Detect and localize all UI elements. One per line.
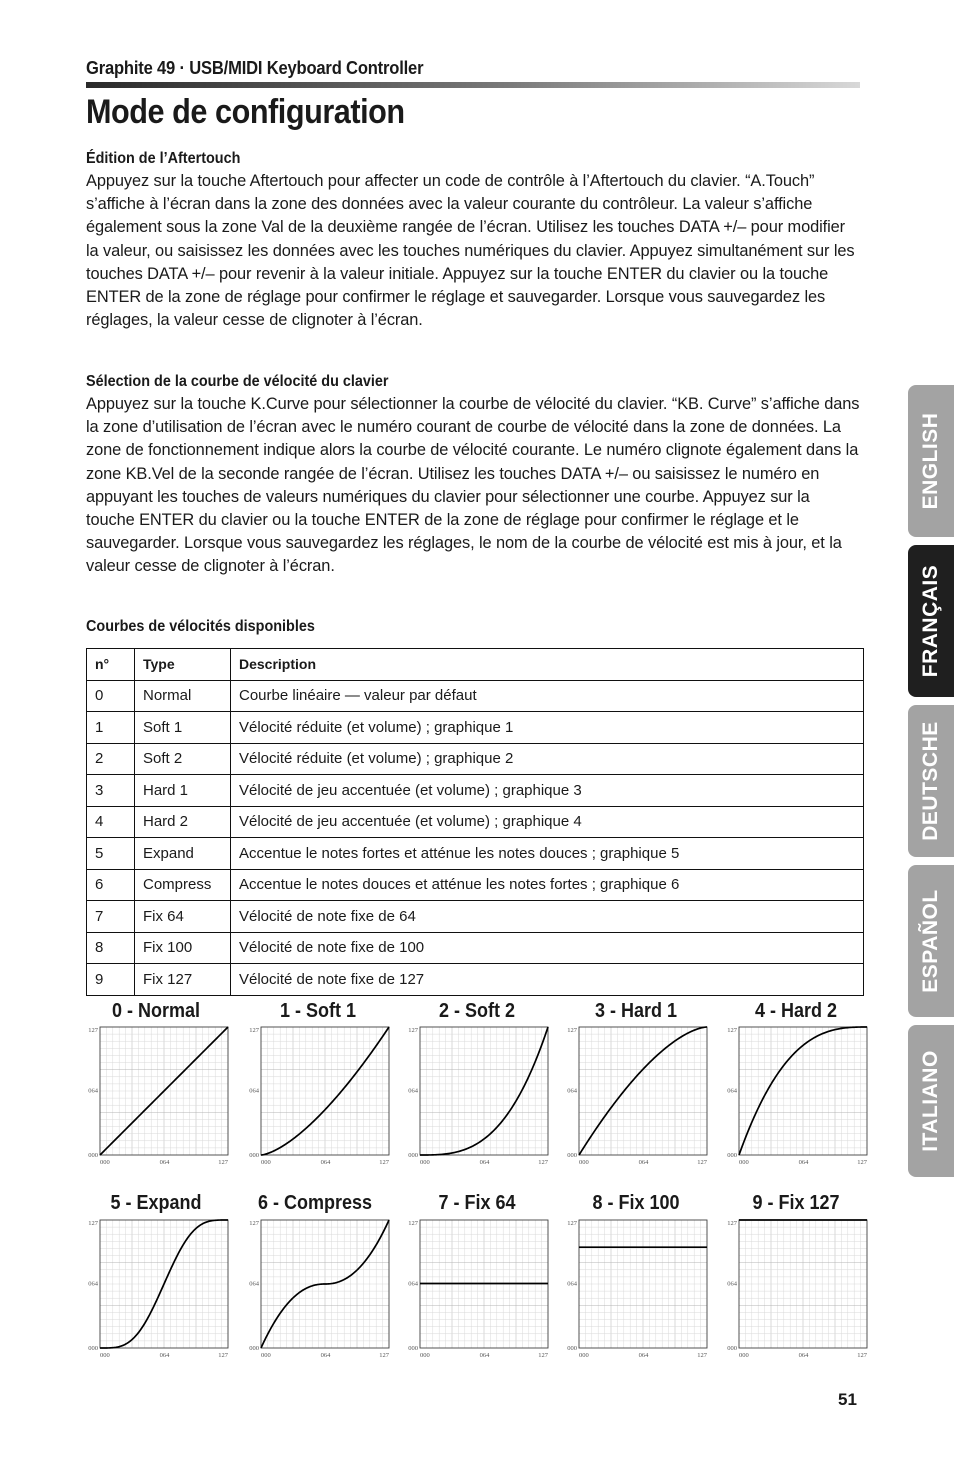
y-tick-label: 000 bbox=[567, 1152, 577, 1159]
y-tick-label: 064 bbox=[249, 1087, 259, 1095]
graph-title: 9 - Fix 127 bbox=[752, 1192, 840, 1214]
y-tick-label: 000 bbox=[408, 1345, 418, 1352]
cell-type: Compress bbox=[135, 869, 231, 901]
velocity-graph-normal bbox=[82, 1022, 242, 1167]
language-tab-label: ITALIANO bbox=[919, 1050, 942, 1152]
x-tick-label: 000 bbox=[420, 1159, 430, 1166]
y-tick-label: 127 bbox=[727, 1027, 737, 1034]
x-tick-label: 064 bbox=[798, 1352, 809, 1359]
language-tab-deutsche[interactable] bbox=[908, 705, 954, 857]
cell-type: Hard 1 bbox=[135, 775, 231, 807]
y-tick-label: 064 bbox=[408, 1087, 418, 1095]
y-tick-label: 000 bbox=[88, 1152, 98, 1159]
y-tick-label: 000 bbox=[249, 1152, 259, 1159]
table-row bbox=[87, 932, 864, 964]
y-tick-label: 000 bbox=[88, 1345, 98, 1352]
y-tick-label: 064 bbox=[88, 1280, 98, 1288]
cell-type: Fix 127 bbox=[135, 964, 231, 996]
y-tick-label: 127 bbox=[249, 1027, 259, 1034]
section-body-velocity-curve: Appuyez sur la touche K.Curve pour sélectionner la courbe de vélocité du clavier. “KB. Curve” s’affiche dans la zone d’utilisation de l’écran avec le numéro courant de courbe de vélocité dans la zone de données. La zone de fonctionnement indique alors la courbe de vélocité courante. Le numéro clignote également dans la zone KB.Vel de la seconde rangée de l’écran. Utilisez les touches DATA +/– ou saisissez le numéro en appuyant les touches de valeurs numériques du clavier pour sélectionner une courbe. Appuyez sur la touche ENTER du clavier ou la touche ENTER de la zone de réglage pour confirmer le réglage et le sauvegarder. Lorsque vous sauvegardez les réglages, le nom de la courbe de vélocité est mis à jour, et la valeur cesse de clignoter à l’écran. bbox=[86, 395, 860, 576]
cell-number: 5 bbox=[87, 838, 135, 870]
cell-description: Vélocité de note fixe de 127 bbox=[231, 964, 864, 996]
x-tick-label: 000 bbox=[579, 1159, 589, 1166]
graph-title: 0 - Normal bbox=[111, 1000, 201, 1022]
table-row bbox=[87, 712, 864, 744]
cell-number: 6 bbox=[87, 869, 135, 901]
graph-title: 4 - Hard 2 bbox=[754, 1000, 838, 1022]
table-row bbox=[87, 680, 864, 712]
x-tick-label: 127 bbox=[697, 1352, 707, 1359]
velocity-graph-soft-2 bbox=[402, 1022, 562, 1167]
section-heading-velocity-curve: Sélection de la courbe de vélocité du clavier bbox=[86, 373, 389, 390]
cell-number: 9 bbox=[87, 964, 135, 996]
graph-title: 8 - Fix 100 bbox=[592, 1192, 680, 1214]
cell-description: Accentue le notes fortes et atténue les notes douces ; graphique 5 bbox=[231, 838, 864, 870]
language-tab-label: DEUTSCHE bbox=[919, 721, 942, 841]
x-tick-label: 064 bbox=[320, 1159, 331, 1166]
cell-description: Accentue le notes douces et atténue les notes fortes ; graphique 6 bbox=[231, 869, 864, 901]
x-tick-label: 000 bbox=[100, 1159, 110, 1166]
cell-description: Courbe linéaire — valeur par défaut bbox=[231, 680, 864, 712]
header-product-line: Graphite 49 · USB/MIDI Keyboard Controller bbox=[86, 58, 424, 78]
cell-type: Expand bbox=[135, 838, 231, 870]
y-tick-label: 127 bbox=[88, 1220, 98, 1227]
y-tick-label: 064 bbox=[408, 1280, 418, 1288]
page-number: 51 bbox=[838, 1390, 857, 1409]
cell-description: Vélocité de note fixe de 64 bbox=[231, 901, 864, 933]
section-velocity-curve bbox=[86, 371, 861, 579]
column-header-description: Description bbox=[231, 649, 864, 681]
y-tick-label: 064 bbox=[567, 1087, 577, 1095]
y-tick-label: 127 bbox=[567, 1027, 577, 1034]
x-tick-label: 064 bbox=[798, 1159, 809, 1166]
x-tick-label: 064 bbox=[638, 1352, 649, 1359]
x-tick-label: 000 bbox=[579, 1352, 589, 1359]
x-tick-label: 127 bbox=[379, 1352, 389, 1359]
x-tick-label: 064 bbox=[159, 1159, 170, 1166]
x-tick-label: 127 bbox=[538, 1159, 548, 1166]
page-title: Mode de configuration bbox=[86, 93, 405, 131]
table-header-row bbox=[87, 649, 864, 681]
y-tick-label: 127 bbox=[408, 1220, 418, 1227]
x-tick-label: 064 bbox=[638, 1159, 649, 1166]
cell-description: Vélocité de jeu accentuée (et volume) ; graphique 3 bbox=[231, 775, 864, 807]
language-tab-espanol[interactable] bbox=[908, 865, 954, 1017]
y-tick-label: 064 bbox=[727, 1087, 737, 1095]
x-tick-label: 127 bbox=[857, 1159, 867, 1166]
x-tick-label: 000 bbox=[420, 1352, 430, 1359]
header-rule bbox=[86, 82, 860, 88]
cell-number: 3 bbox=[87, 775, 135, 807]
cell-type: Soft 1 bbox=[135, 712, 231, 744]
cell-type: Fix 64 bbox=[135, 901, 231, 933]
x-tick-label: 000 bbox=[100, 1352, 110, 1359]
cell-type: Normal bbox=[135, 680, 231, 712]
x-tick-label: 000 bbox=[739, 1352, 749, 1359]
velocity-graph-hard-1 bbox=[561, 1022, 721, 1167]
y-tick-label: 064 bbox=[249, 1280, 259, 1288]
language-tab-english[interactable] bbox=[908, 385, 954, 537]
x-tick-label: 000 bbox=[739, 1159, 749, 1166]
y-tick-label: 000 bbox=[727, 1345, 737, 1352]
cell-number: 0 bbox=[87, 680, 135, 712]
cell-number: 1 bbox=[87, 712, 135, 744]
y-tick-label: 064 bbox=[88, 1087, 98, 1095]
cell-type: Fix 100 bbox=[135, 932, 231, 964]
graph-title: 5 - Expand bbox=[110, 1192, 202, 1214]
column-header-type: Type bbox=[135, 649, 231, 681]
table-heading: Courbes de vélocités disponibles bbox=[86, 618, 315, 635]
section-aftertouch bbox=[86, 148, 861, 332]
x-tick-label: 127 bbox=[857, 1352, 867, 1359]
language-tab-francais[interactable] bbox=[908, 545, 954, 697]
cell-description: Vélocité réduite (et volume) ; graphique 2 bbox=[231, 743, 864, 775]
y-tick-label: 064 bbox=[727, 1280, 737, 1288]
y-tick-label: 000 bbox=[408, 1152, 418, 1159]
y-tick-label: 000 bbox=[727, 1152, 737, 1159]
y-tick-label: 127 bbox=[567, 1220, 577, 1227]
graph-title: 3 - Hard 1 bbox=[594, 1000, 678, 1022]
y-tick-label: 000 bbox=[567, 1345, 577, 1352]
x-tick-label: 127 bbox=[697, 1159, 707, 1166]
table-row bbox=[87, 743, 864, 775]
y-tick-label: 064 bbox=[567, 1280, 577, 1288]
velocity-curves-table bbox=[86, 648, 864, 996]
table-row bbox=[87, 775, 864, 807]
cell-number: 7 bbox=[87, 901, 135, 933]
y-tick-label: 127 bbox=[408, 1027, 418, 1034]
y-tick-label: 000 bbox=[249, 1345, 259, 1352]
cell-number: 4 bbox=[87, 806, 135, 838]
velocity-graph-fix-64 bbox=[402, 1215, 562, 1360]
cell-description: Vélocité de jeu accentuée (et volume) ; graphique 4 bbox=[231, 806, 864, 838]
velocity-graph-hard-2 bbox=[721, 1022, 881, 1167]
table-row bbox=[87, 869, 864, 901]
column-header-number: n° bbox=[87, 649, 135, 681]
x-tick-label: 127 bbox=[218, 1352, 228, 1359]
x-tick-label: 000 bbox=[261, 1159, 271, 1166]
table-row bbox=[87, 838, 864, 870]
graph-title: 7 - Fix 64 bbox=[438, 1192, 516, 1214]
x-tick-label: 127 bbox=[218, 1159, 228, 1166]
section-heading-aftertouch: Édition de l’Aftertouch bbox=[86, 150, 241, 167]
cell-description: Vélocité réduite (et volume) ; graphique 1 bbox=[231, 712, 864, 744]
section-body-aftertouch: Appuyez sur la touche Aftertouch pour affecter un code de contrôle à l’Aftertouch du clavier. “A.Touch” s’affiche à l’écran dans la zone des données avec la valeur courante du contrôleur. La valeur s’affiche également sous la zone Val de la deuxième rangée de l’écran. Utilisez les touches DATA +/– pour modifier la valeur, ou saisissez les données avec les touches numériques du clavier. Appuyez simultanément sur les touches DATA +/– pour revenir à la valeur initiale. Appuyez sur la touche ENTER du clavier ou la touche ENTER de la zone de réglage pour confirmer le réglage et sauvegarder. Lorsque vous sauvegardez les réglages, la valeur cesse de clignoter à l’écran. bbox=[86, 172, 855, 330]
velocity-graph-fix-100 bbox=[561, 1215, 721, 1360]
graph-title: 2 - Soft 2 bbox=[438, 1000, 515, 1022]
cell-number: 2 bbox=[87, 743, 135, 775]
table-row bbox=[87, 964, 864, 996]
language-tab-label: ESPAÑOL bbox=[919, 889, 942, 993]
y-tick-label: 127 bbox=[249, 1220, 259, 1227]
table-row bbox=[87, 806, 864, 838]
x-tick-label: 127 bbox=[538, 1352, 548, 1359]
language-tab-italiano[interactable] bbox=[908, 1025, 954, 1177]
x-tick-label: 064 bbox=[159, 1352, 170, 1359]
y-tick-label: 127 bbox=[88, 1027, 98, 1034]
x-tick-label: 000 bbox=[261, 1352, 271, 1359]
velocity-graph-compress bbox=[243, 1215, 403, 1360]
graph-title: 6 - Compress bbox=[257, 1192, 373, 1214]
table-row bbox=[87, 901, 864, 933]
x-tick-label: 064 bbox=[320, 1352, 331, 1359]
x-tick-label: 064 bbox=[479, 1352, 490, 1359]
x-tick-label: 127 bbox=[379, 1159, 389, 1166]
y-tick-label: 127 bbox=[727, 1220, 737, 1227]
language-tab-label: FRANÇAIS bbox=[919, 564, 942, 678]
velocity-graph-soft-1 bbox=[243, 1022, 403, 1167]
velocity-graph-fix-127 bbox=[721, 1215, 881, 1360]
velocity-graph-expand bbox=[82, 1215, 242, 1360]
language-tab-label: ENGLISH bbox=[919, 412, 942, 510]
cell-type: Hard 2 bbox=[135, 806, 231, 838]
cell-number: 8 bbox=[87, 932, 135, 964]
graph-title: 1 - Soft 1 bbox=[279, 1000, 356, 1022]
cell-type: Soft 2 bbox=[135, 743, 231, 775]
cell-description: Vélocité de note fixe de 100 bbox=[231, 932, 864, 964]
x-tick-label: 064 bbox=[479, 1159, 490, 1166]
